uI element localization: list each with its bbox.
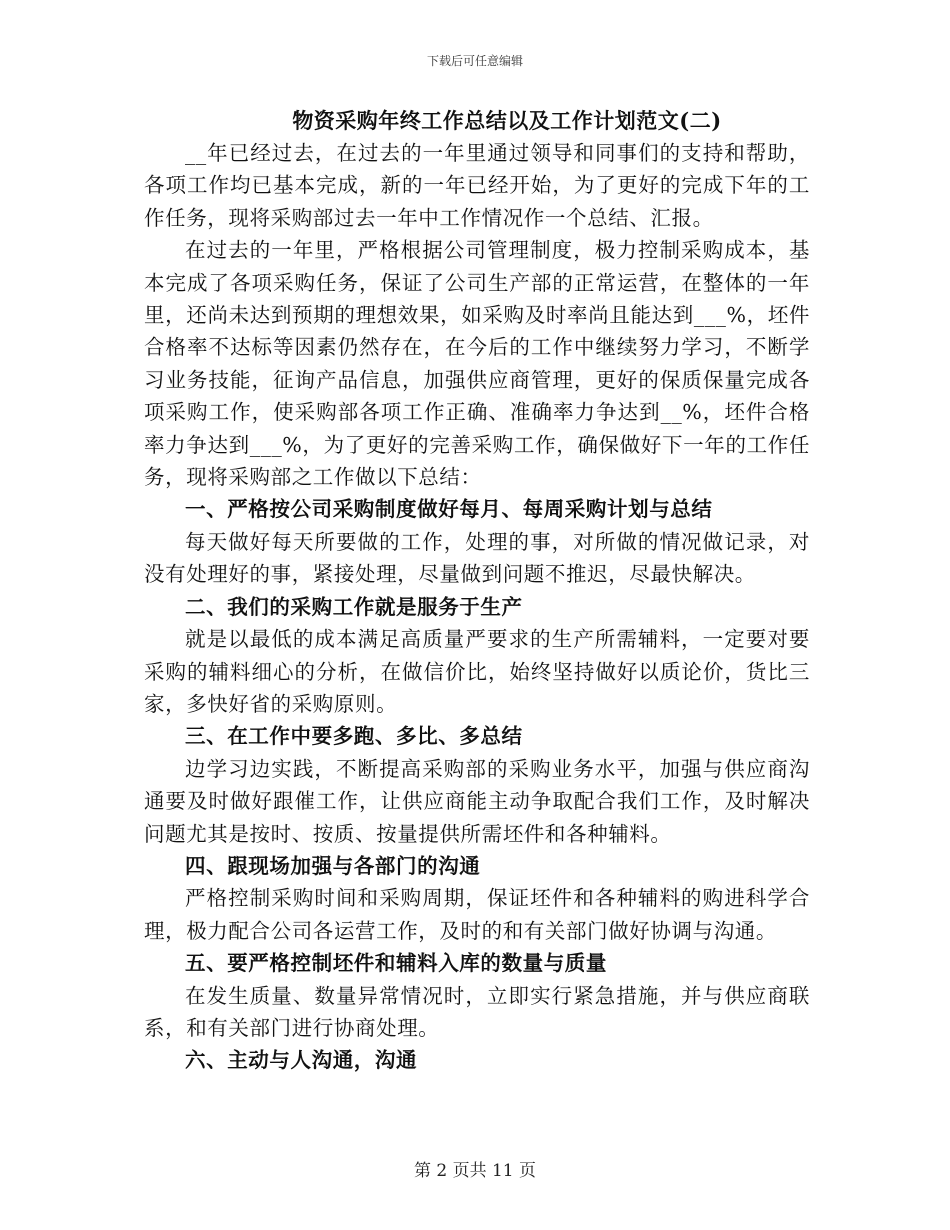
paragraph: 在发生质量、数量异常情况时，立即实行紧急措施，并与供应商联系，和有关部门进行协商处理。 bbox=[144, 983, 810, 1040]
section-heading: 五、要严格控制坯件和辅料入库的数量与质量 bbox=[185, 951, 607, 976]
paragraph: 就是以最低的成本满足高质量严要求的生产所需辅料，一定要对要采购的辅料细心的分析，在做信价比，始终坚持做好以质论价，货比三家，多快好省的采购原则。 bbox=[144, 627, 810, 716]
document-body bbox=[144, 104, 810, 1077]
document-title: 物资采购年终工作总结以及工作计划范文(二) bbox=[292, 108, 722, 133]
paragraph: __年已经过去，在过去的一年里通过领导和同事们的支持和帮助，各项工作均已基本完成，新的一年已经开始，为了更好的完成下年的工作任务，现将采购部过去一年中工作情况作一个总结、汇报。 bbox=[144, 141, 810, 230]
section-heading: 三、在工作中要多跑、多比、多总结 bbox=[185, 724, 523, 749]
paragraph: 在过去的一年里，严格根据公司管理制度，极力控制采购成本，基本完成了各项采购任务，保证了公司生产部的正常运营，在整体的一年里，还尚未达到预期的理想效果，如采购及时率尚且能达到___%，坯件合格率不达标等因素仍然存在，在今后的工作中继续努力学习，不断学习业务技能，征询产品信息，加强供应商管理，更好的保质保量完成各项采购工作，使采购部各项工作正确、准确率力争达到__%，坯件合格率力争达到___%，为了更好的完善采购工作，确保做好下一年的工作任务，现将采购部之工作做以下总结： bbox=[144, 238, 810, 490]
header-note: 下载后可任意编辑 bbox=[426, 54, 523, 68]
section-heading: 二、我们的采购工作就是服务于生产 bbox=[185, 594, 523, 619]
paragraph: 每天做好每天所要做的工作，处理的事，对所做的情况做记录，对没有处理好的事，紧接处理，尽量做到问题不推迟，尽最快解决。 bbox=[144, 529, 810, 587]
section-heading: 一、严格按公司采购制度做好每月、每周采购计划与总结 bbox=[185, 497, 713, 522]
paragraph: 严格控制采购时间和采购周期，保证坯件和各种辅料的购进科学合理，极力配合公司各运营工作，及时的和有关部门做好协调与沟通。 bbox=[144, 886, 810, 943]
section-heading: 四、跟现场加强与各部门的沟通 bbox=[185, 853, 481, 878]
paragraph: 边学习边实践，不断提高采购部的采购业务水平，加强与供应商沟通要及时做好跟催工作，让供应商能主动争取配合我们工作，及时解决问题尤其是按时、按质、按量提供所需坯件和各种辅料。 bbox=[144, 756, 810, 846]
section-heading: 六、主动与人沟通，沟通 bbox=[185, 1048, 418, 1073]
page-number-footer: 第 2 页共 11 页 bbox=[413, 1161, 537, 1181]
